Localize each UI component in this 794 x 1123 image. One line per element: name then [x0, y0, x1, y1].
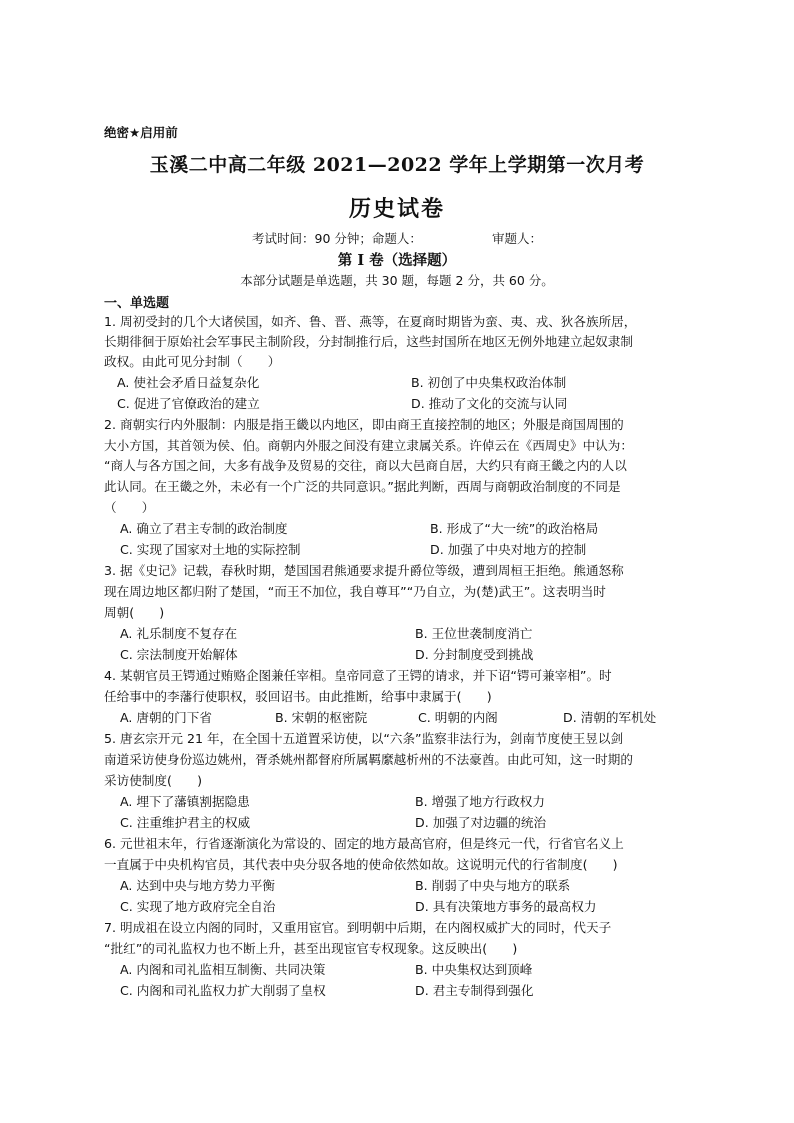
question-7-option-d[interactable]: D. 君主专制得到强化	[415, 983, 534, 998]
question-5-line-1: 5. 唐玄宗开元 21 年，在全国十五道置采访使，以“六条”监察非法行为，剑南节度使王昱以剑	[104, 731, 624, 746]
question-5-option-b[interactable]: B. 增强了地方行政权力	[415, 794, 545, 809]
question-4-line-1: 4. 某朝官员王锷通过贿赂企图兼任宰相。皇帝同意了王锷的请求，并下诏“锷可兼宰相”。时	[104, 668, 612, 683]
question-2-line-1: 2. 商朝实行内外服制：内服是指王畿以内地区，即由商王直接控制的地区；外服是商国周围的	[104, 417, 624, 432]
question-6-line-2: 一直属于中央机构官员，其代表中央分驭各地的使命依然如故。这说明元代的行省制度( )	[104, 857, 618, 872]
question-2-option-c[interactable]: C. 实现了国家对土地的实际控制	[120, 542, 301, 557]
question-3-line-3: 周朝( )	[104, 605, 165, 620]
question-2-option-b[interactable]: B. 形成了“大一统”的政治格局	[430, 521, 599, 536]
question-3-option-d[interactable]: D. 分封制度受到挑战	[415, 647, 534, 662]
question-3-option-b[interactable]: B. 王位世袭制度消亡	[415, 626, 533, 641]
question-2-line-5: （ ）	[104, 500, 155, 515]
exam-title: 玉溪二中高二年级 2021—2022 学年上学期第一次月考	[149, 154, 645, 176]
question-1-option-c[interactable]: C. 促进了官僚政治的建立	[117, 396, 260, 411]
question-7-option-b[interactable]: B. 中央集权达到顶峰	[415, 962, 533, 977]
question-2-option-d[interactable]: D. 加强了中央对地方的控制	[430, 542, 587, 557]
question-7-option-a[interactable]: A. 内阁和司礼监相互制衡、共同决策	[120, 962, 326, 977]
question-6-option-a[interactable]: A. 达到中央与地方势力平衡	[120, 878, 275, 893]
question-5-option-a[interactable]: A. 埋下了藩镇割据隐患	[120, 794, 250, 809]
question-5-line-3: 采访使制度( )	[104, 773, 202, 788]
confidential-label: 绝密★启用前	[104, 125, 178, 140]
question-1-option-b[interactable]: B. 初创了中央集权政治体制	[411, 375, 567, 390]
question-6-option-c[interactable]: C. 实现了地方政府完全自治	[120, 899, 276, 914]
question-7-line-2: “批红”的司礼监权力也不断上升，甚至出现宦官专权现象。这反映出( )	[104, 941, 518, 956]
question-5-option-d[interactable]: D. 加强了对边疆的统治	[415, 815, 547, 830]
question-1-line-1: 1. 周初受封的几个大诸侯国，如齐、鲁、晋、燕等，在夏商时期皆为蛮、夷、戎、狄各族所居，	[104, 314, 637, 329]
question-1-line-3: 政权。由此可见分封制（ ）	[104, 354, 281, 369]
question-1-option-a[interactable]: A. 使社会矛盾日益复杂化	[117, 375, 260, 390]
question-3-option-c[interactable]: C. 宗法制度开始解体	[120, 647, 238, 662]
question-6-option-b[interactable]: B. 削弱了中央与地方的联系	[415, 878, 571, 893]
question-6-option-d[interactable]: D. 具有决策地方事务的最高权力	[415, 899, 597, 914]
question-2-line-2: 大小方国，其首领为侯、伯。商朝内外服之间没有建立隶属关系。许倬云在《西周史》中认为：	[104, 438, 633, 453]
question-2-line-4: 此认同。在王畿之外，未必有一个广泛的共同意识。”据此判断，西周与商朝政治制度的不同是	[104, 479, 621, 494]
question-3-line-1: 3. 据《史记》记载，春秋时期，楚国国君熊通要求提升爵位等级，遭到周桓王拒绝。熊通怒称	[104, 563, 624, 578]
question-4-line-2: 任给事中的李藩行使职权，驳回诏书。由此推断，给事中隶属于( )	[104, 689, 492, 704]
question-2-line-3: “商人与各方国之间，大多有战争及贸易的交往，商以大邑商自居，大约只有商王畿之内的人以	[104, 458, 627, 473]
reviewer-label: 审题人：	[491, 231, 542, 246]
question-4-option-b[interactable]: B. 宋朝的枢密院	[275, 710, 368, 725]
question-1-line-2: 长期徘徊于原始社会军事民主制阶段，分封制推行后，这些封国所在地区无例外地建立起奴隶制	[104, 334, 633, 349]
question-3-line-2: 现在周边地区都归附了楚国，“而王不加位，我自尊耳”“乃自立，为(楚)武王”。这表明当时	[104, 584, 606, 599]
question-6-line-1: 6. 元世祖末年，行省逐渐演化为常设的、固定的地方最高官府，但是终元一代，行省官名义上	[104, 836, 624, 851]
subject-title: 历史试卷	[348, 196, 445, 222]
exam-time: 考试时间：90 分钟；命题人：	[252, 231, 422, 246]
question-7-option-c[interactable]: C. 内阁和司礼监权力扩大削弱了皇权	[120, 983, 326, 998]
question-4-option-d[interactable]: D. 清朝的军机处	[563, 710, 657, 725]
question-7-line-1: 7. 明成祖在设立内阁的同时，又重用宦官。到明朝中后期，在内阁权威扩大的同时，代天子	[104, 920, 612, 935]
part-title: 第 I 卷（选择题）	[337, 252, 457, 269]
question-4-option-a[interactable]: A. 唐朝的门下省	[120, 710, 212, 725]
question-2-option-a[interactable]: A. 确立了君主专制的政治制度	[120, 521, 288, 536]
question-3-option-a[interactable]: A. 礼乐制度不复存在	[120, 626, 238, 641]
exam-meta	[0, 229, 794, 247]
question-5-option-c[interactable]: C. 注重维护君主的权威	[120, 815, 251, 830]
instructions: 本部分试题是单选题，共 30 题，每题 2 分，共 60 分。	[240, 273, 554, 288]
question-1-option-d[interactable]: D. 推动了文化的交流与认同	[411, 396, 568, 411]
section-title: 一、单选题	[104, 296, 170, 311]
question-5-line-2: 南道采访使身份巡边姚州，胥杀姚州都督府所属羁縻越析州的不法豪酋。由此可知，这一时期的	[104, 752, 633, 767]
question-4-option-c[interactable]: C. 明朝的内阁	[418, 710, 498, 725]
